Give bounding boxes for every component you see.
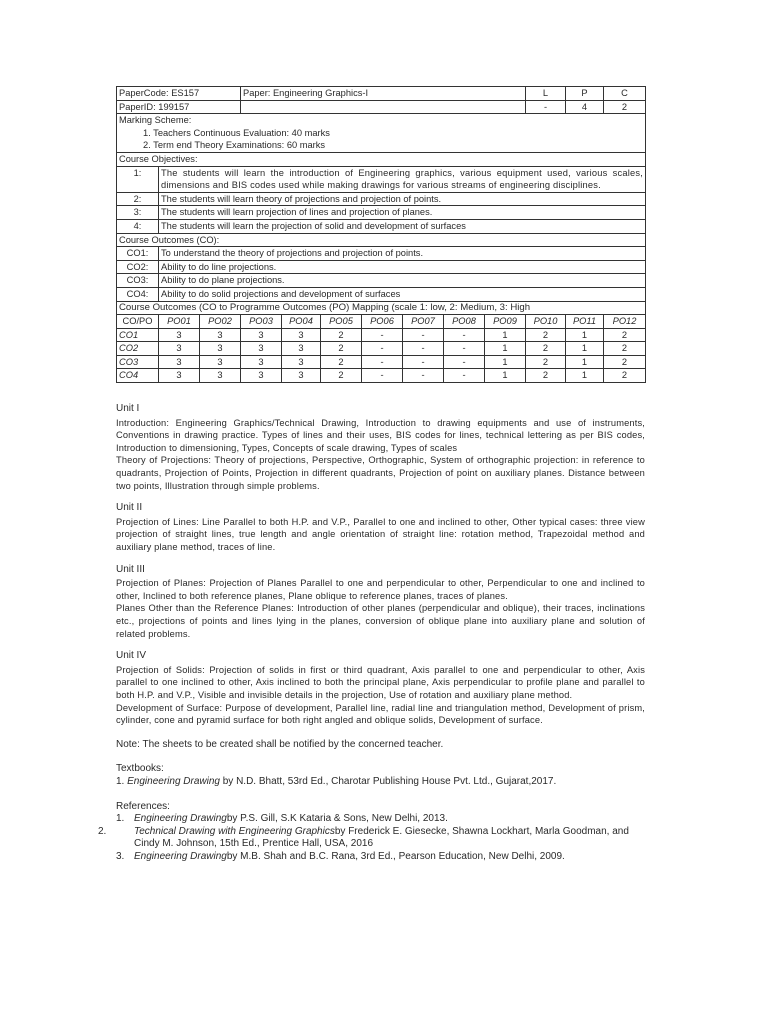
paper-code: PaperCode: ES157 bbox=[117, 87, 241, 101]
unit-paragraph: Projection of Lines: Line Parallel to both H.P. and V.P., Parallel to one and inclined to other, Other typical cases: three view projection of straight lines, true length and angle orientation of straight line: rotation method, Trapezoidal method and auxiliary plane method, traces of line. bbox=[116, 516, 645, 552]
outcome-row: CO2: Ability to do line projections. bbox=[117, 260, 646, 274]
mapping-row: CO3 3 3 3 3 2 - - - 1 2 1 2 bbox=[117, 355, 646, 369]
paper-name: Paper: Engineering Graphics-I bbox=[241, 87, 526, 101]
l-header: L bbox=[526, 87, 566, 101]
p-header: P bbox=[566, 87, 604, 101]
reference-item: 2. Technical Drawing with Engineering Graphicsby Frederick E. Giesecke, Shawna Lockhart, Marla Goodman, and Cindy M. Johnson, 15th Ed., Prentice Hall, USA, 2016 bbox=[98, 825, 629, 850]
unit-paragraph: Projection of Planes: Projection of Planes Parallel to one and perpendicular to other, Perpendicular to one and inclined to other, Inclined to both reference planes, Plane oblique to reference planes, traces of planes. bbox=[116, 578, 645, 601]
unit-section bbox=[116, 502, 645, 553]
unit-section bbox=[116, 650, 645, 727]
references-title: References: bbox=[116, 800, 170, 812]
paper-id-row bbox=[117, 100, 646, 114]
unit-title: Unit IV bbox=[116, 650, 147, 662]
outcome-row: CO1: To understand the theory of projections and projection of points. bbox=[117, 247, 646, 261]
outcome-row: CO4: Ability to do solid projections and development of surfaces bbox=[117, 287, 646, 301]
course-table bbox=[116, 86, 646, 383]
unit-paragraph: Introduction: Engineering Graphics/Technical Drawing, Introduction to drawing equipments and use of instruments, Conventions in drawing practice. Types of lines and their uses, BIS codes for lines, technical lettering as per BIS codes, Introduction to dimensioning, Types, Concepts of scale drawing, Types of scales bbox=[116, 417, 645, 453]
objective-row: 3: The students will learn projection of lines and projection of planes. bbox=[117, 206, 646, 220]
marking-item: 2. Term end Theory Examinations: 60 marks bbox=[143, 140, 326, 151]
unit-title: Unit III bbox=[116, 563, 145, 575]
textbooks-section bbox=[116, 763, 645, 788]
reference-item: 3. Engineering Drawingby M.B. Shah and B.C. Rana, 3rd Ed., Pearson Education, New Delhi, 2009. bbox=[116, 850, 565, 862]
note: Note: The sheets to be created shall be notified by the concerned teacher. bbox=[116, 738, 444, 750]
l-value: - bbox=[526, 100, 566, 114]
objective-row: 1: The students will learn the introduction of Engineering graphics, various equipment used, various scales, dimensions and BIS codes used while making drawings for various streams of engineering disciplines. bbox=[117, 166, 646, 192]
p-value: 4 bbox=[566, 100, 604, 114]
outcomes-title: Course Outcomes (CO): bbox=[117, 233, 646, 247]
unit-section bbox=[116, 564, 645, 641]
textbooks-title: Textbooks: bbox=[116, 763, 164, 775]
objectives-title: Course Objectives: bbox=[117, 152, 646, 166]
unit-paragraph: Planes Other than the Reference Planes: Introduction of other planes (perpendicular and oblique), their traces, inclinations etc., projections of points and lines lying in the planes, conversion of oblique plane into auxiliary plane and solution of related problems. bbox=[116, 603, 645, 639]
reference-item: 1. Engineering Drawingby P.S. Gill, S.K Kataria & Sons, New Delhi, 2013. bbox=[116, 813, 448, 825]
objective-row: 2: The students will learn theory of projections and projection of points. bbox=[117, 192, 646, 206]
references-section bbox=[98, 800, 645, 864]
syllabus-page bbox=[98, 86, 645, 863]
c-header: C bbox=[604, 87, 646, 101]
mapping-title: Course Outcomes (CO to Programme Outcomes (PO) Mapping (scale 1: low, 2: Medium, 3: High bbox=[117, 301, 646, 315]
mapping-row: CO2 3 3 3 3 2 - - - 1 2 1 2 bbox=[117, 342, 646, 356]
unit-paragraph: Development of Surface: Purpose of development, Parallel line, radial line and triangulation method, Development of prism, cylinder, cone and pyramid surface for both right angled and oblique solids, Development of surface. bbox=[116, 702, 645, 726]
unit-title: Unit I bbox=[116, 403, 140, 415]
unit-title: Unit II bbox=[116, 502, 143, 514]
outcome-row: CO3: Ability to do plane projections. bbox=[117, 274, 646, 288]
mapping-row: CO1 3 3 3 3 2 - - - 1 2 1 2 bbox=[117, 328, 646, 342]
textbook-item: 1. Engineering Drawing by N.D. Bhatt, 53rd Ed., Charotar Publishing House Pvt. Ltd., Gujarat,2017. bbox=[116, 775, 557, 787]
marking-title: Marking Scheme: bbox=[119, 115, 192, 126]
c-value: 2 bbox=[604, 100, 646, 114]
marking-scheme-row bbox=[117, 114, 646, 153]
unit-paragraph: Theory of Projections: Theory of projections, Perspective, Orthographic, System of orthographic projection: in reference to quadrants, Projection of Points, Projection in different quadrants, Projection of point on auxiliary planes. Distance between two points, Illustration through simple problems. bbox=[116, 455, 645, 491]
paper-code-row bbox=[117, 87, 646, 101]
mapping-row: CO4 3 3 3 3 2 - - - 1 2 1 2 bbox=[117, 369, 646, 383]
unit-paragraph: Projection of Solids: Projection of solids in first or third quadrant, Axis parallel to one and perpendicular to other, Axis parallel to one inclined to other, Axis inclined to both the principal plane, Axis perpendicular to profile plane and parallel to both H.P. and V.P., Visible and invisible details in the projection, Use of rotation and auxiliary plane method. bbox=[116, 664, 645, 700]
paper-id: PaperID: 199157 bbox=[117, 100, 241, 114]
mapping-header-row: CO/PO PO01 PO02 PO03 PO04 PO05 PO06 PO07 PO08 PO09 PO10 PO11 PO12 bbox=[117, 315, 646, 329]
objective-row: 4: The students will learn the projection of solid and development of surfaces bbox=[117, 219, 646, 233]
marking-item: 1. Teachers Continuous Evaluation: 40 marks bbox=[143, 127, 330, 138]
unit-section bbox=[116, 403, 645, 492]
